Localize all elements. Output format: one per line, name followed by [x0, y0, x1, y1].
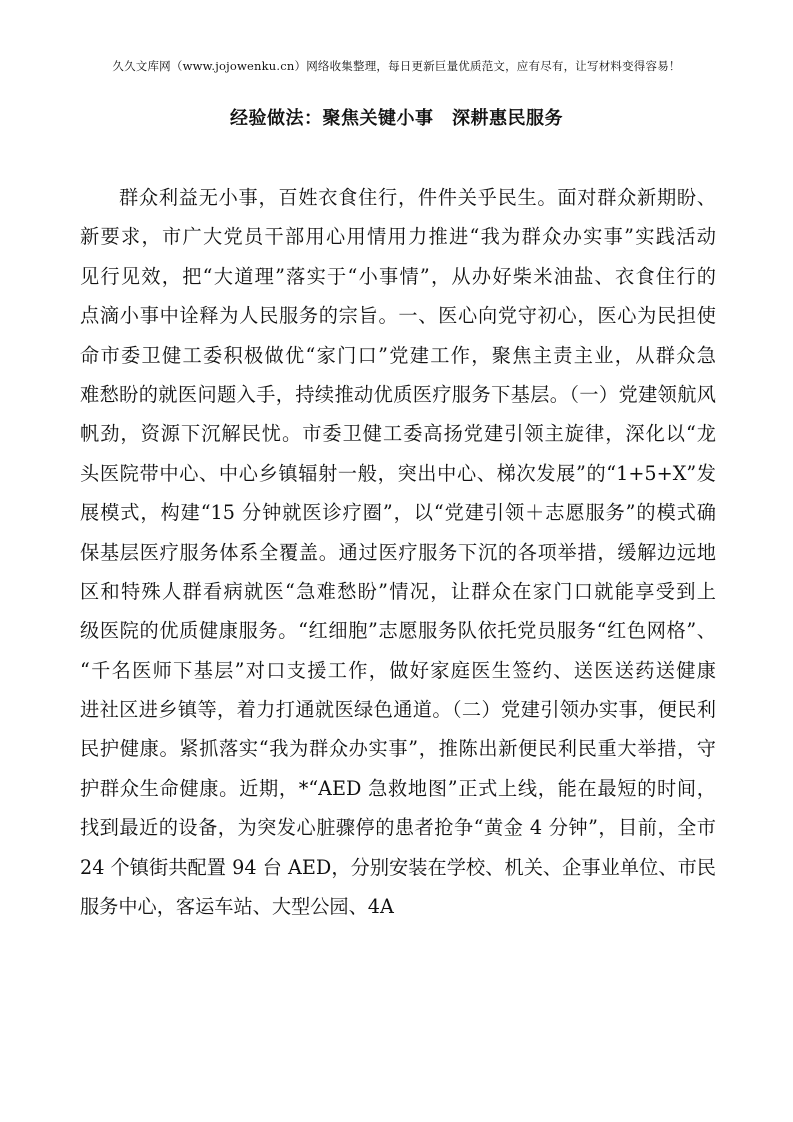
body-line: 头医院带中心、中心乡镇辐射一般，突出中心、梯次发展”的“1+5+X”发 — [80, 461, 716, 485]
body-line: 服务中心，客运车站、大型公园、4A — [80, 895, 394, 919]
body-line: 24 个镇街共配置 94 台 AED，分别安装在学校、机关、企事业单位、市民 — [80, 855, 716, 879]
body-line: 护群众生命健康。近期，*“AED 急救地图”正式上线，能在最短的时间， — [80, 776, 716, 800]
body-line: 区和特殊人群看病就医“急难愁盼”情况，让群众在家门口就能享受到上 — [80, 579, 716, 603]
header-note: 久久文库网（www.jojowenku.cn）网络收集整理，每日更新巨量优质范文，应有尽有，让写材料变得容易！ — [112, 59, 681, 73]
body-paragraph — [80, 178, 716, 926]
body-line: 群众利益无小事，百姓衣食住行，件件关乎民生。面对群众新期盼、 — [119, 186, 716, 209]
body-line: 展模式，构建“15 分钟就医诊疗圈”，以“党建引领＋志愿服务”的模式确 — [80, 501, 716, 525]
document-title: 经验做法：聚焦关键小事 深耕惠民服务 — [230, 108, 563, 129]
body-line: 难愁盼的就医问题入手，持续推动优质医疗服务下基层。（一）党建领航风 — [80, 382, 716, 406]
body-line: 进社区进乡镇等，着力打通就医绿色通道。（二）党建引领办实事，便民利 — [80, 698, 716, 722]
body-line: 帆劲，资源下沉解民忧。市委卫健工委高扬党建引领主旋律，深化以“龙 — [80, 422, 716, 446]
body-line: 民护健康。紧抓落实“我为群众办实事”，推陈出新便民利民重大举措，守 — [80, 737, 716, 761]
body-line: 保基层医疗服务体系全覆盖。通过医疗服务下沉的各项举措，缓解边远地 — [80, 540, 716, 564]
body-line: 新要求，市广大党员干部用心用情用力推进“我为群众办实事”实践活动 — [80, 225, 716, 249]
body-line: 级医院的优质健康服务。“红细胞”志愿服务队依托党员服务“红色网格”、 — [80, 619, 716, 643]
body-line: “千名医师下基层”对口支援工作，做好家庭医生签约、送医送药送健康 — [80, 658, 716, 682]
body-line: 见行见效，把“大道理”落实于“小事情”，从办好柴米油盐、衣食住行的 — [80, 264, 716, 288]
body-line: 找到最近的设备，为突发心脏骤停的患者抢争“黄金 4 分钟”，目前，全市 — [80, 816, 716, 840]
body-line: 点滴小事中诠释为人民服务的宗旨。一、医心向党守初心，医心为民担使 — [80, 304, 716, 328]
body-line: 命市委卫健工委积极做优“家门口”党建工作，聚焦主责主业，从群众急 — [80, 343, 716, 367]
